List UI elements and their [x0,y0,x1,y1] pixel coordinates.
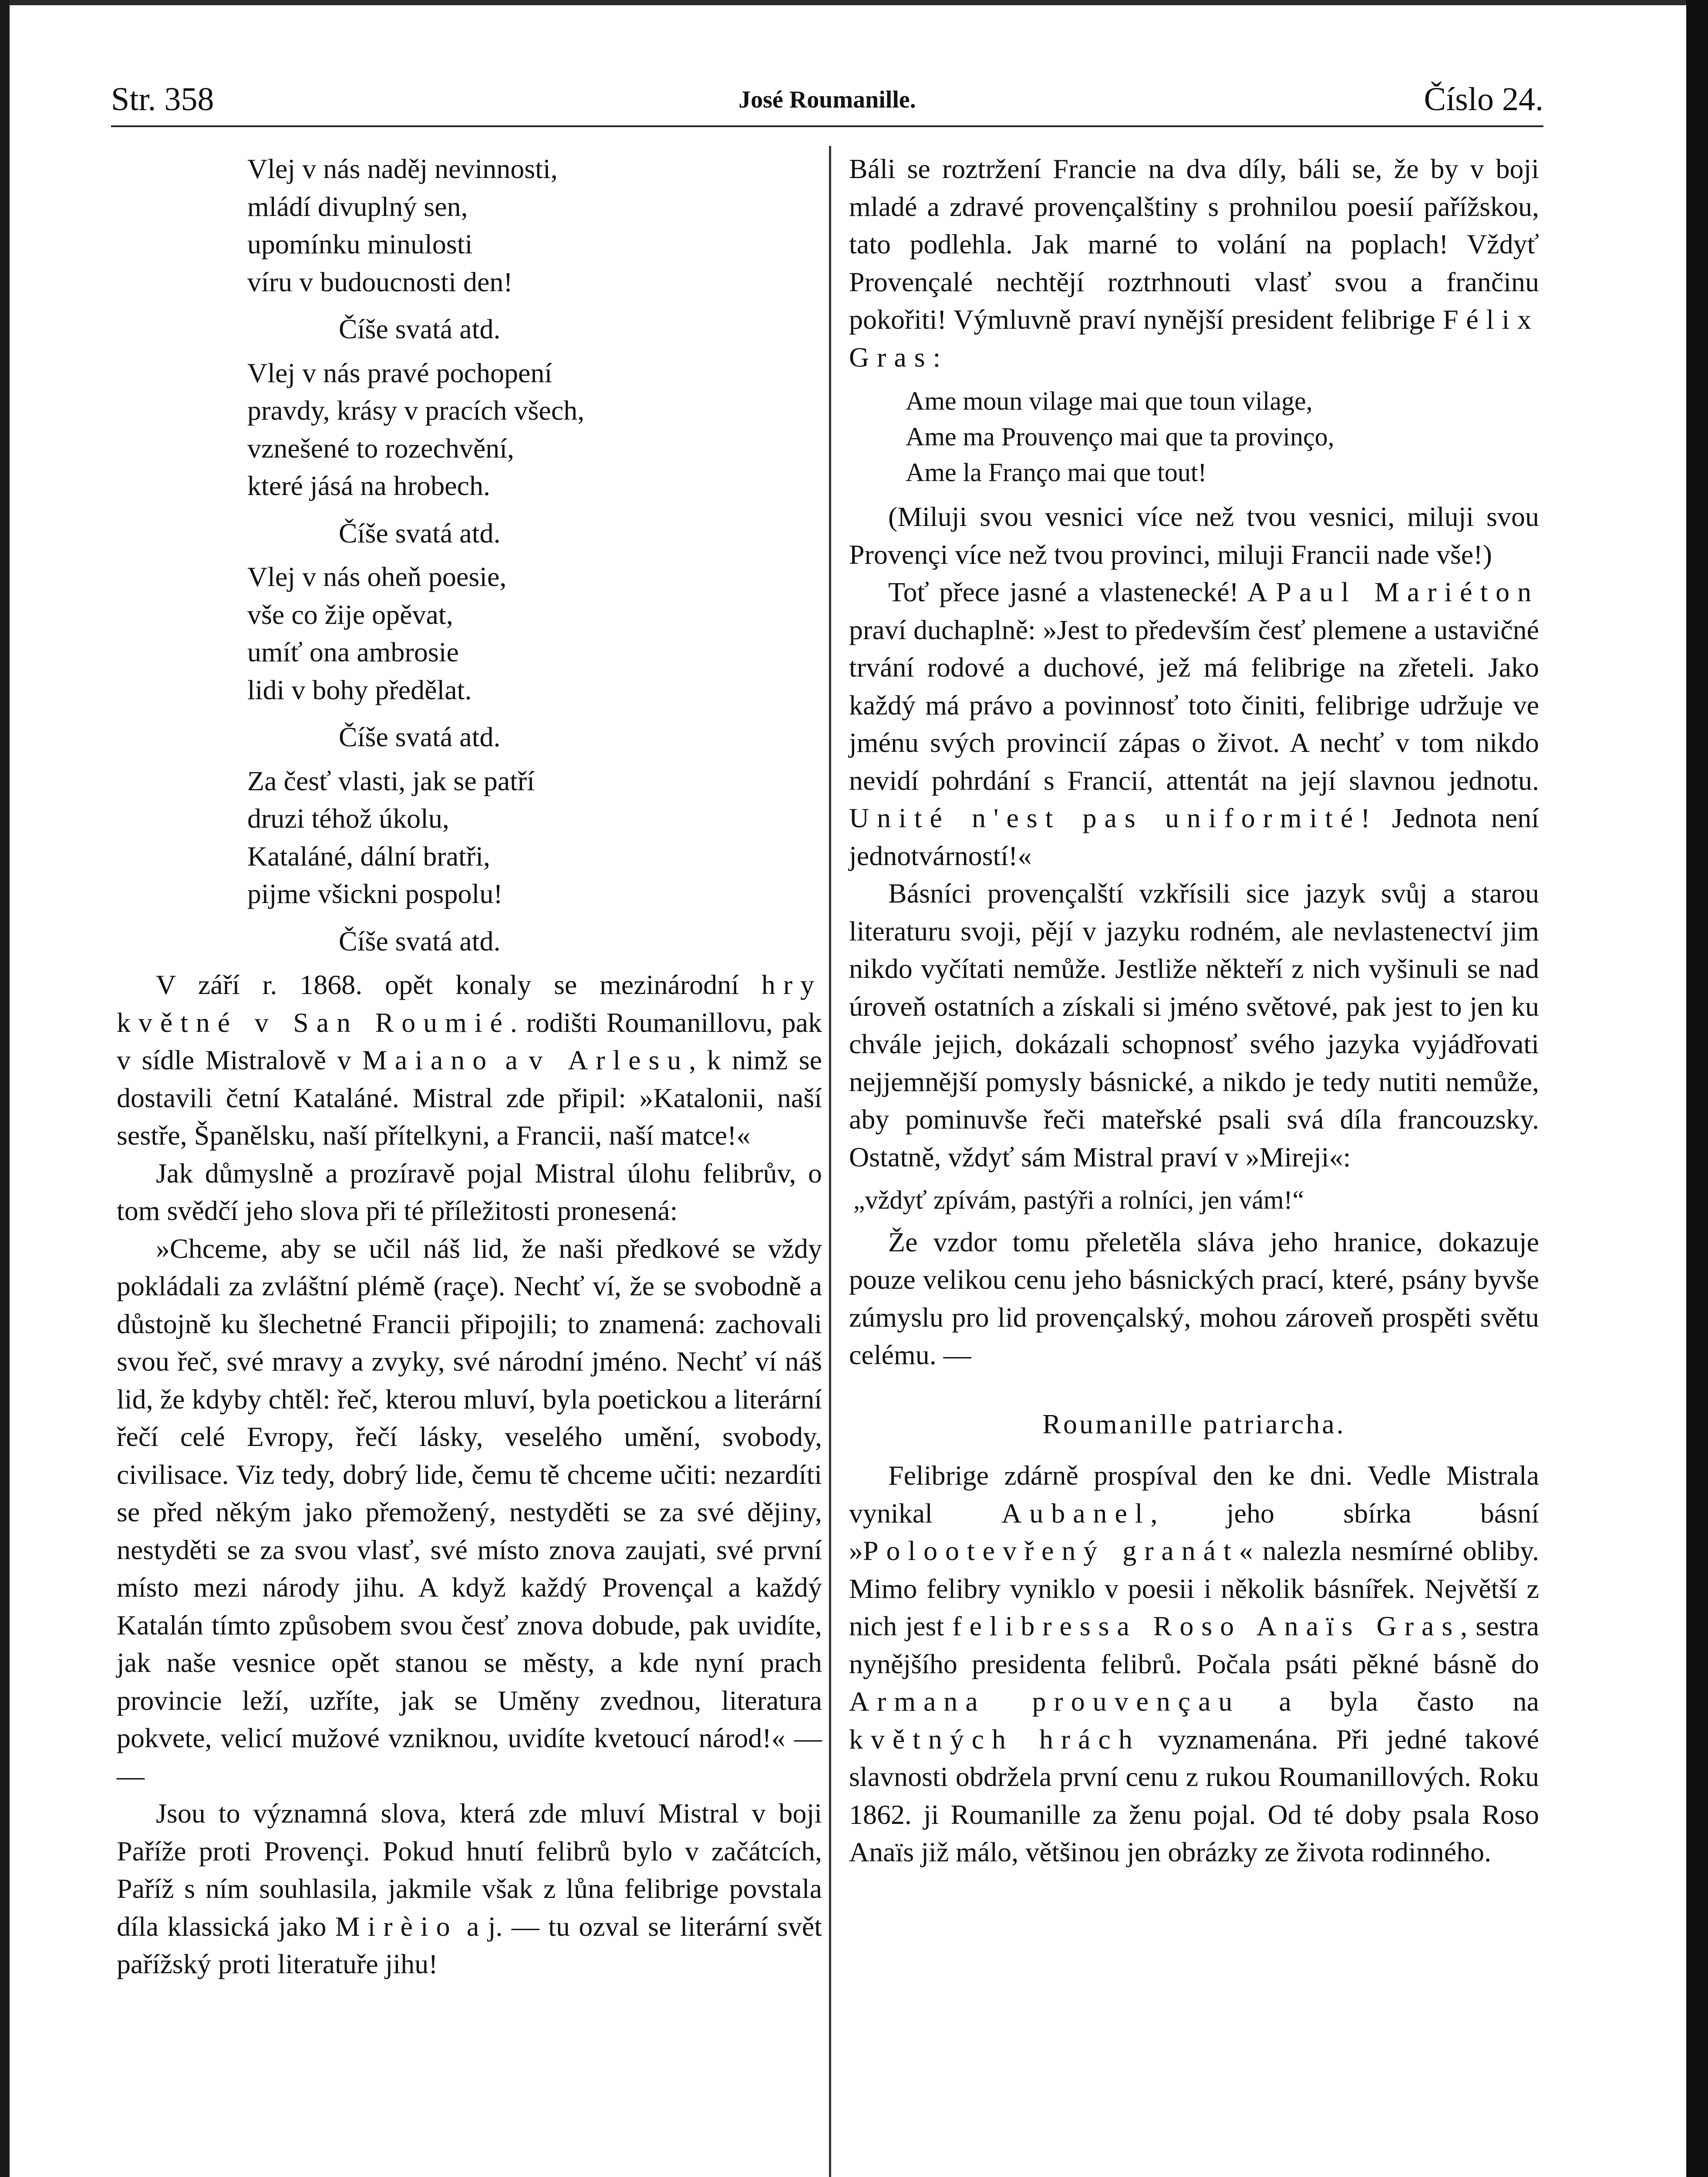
verse-line: upomínku minulosti [247,229,473,259]
verse-line: vše co žije opěvat, [247,599,453,630]
spaced-emphasis: Félix Gras [849,304,1539,373]
text-run: , k nimž se dostavili četní Kataláné. Mistral zde připil: »Katalonii, naší sestře, Španělsku, naší přítelkyni, a Francii, naší matce!« [117,1045,822,1151]
left-column [117,150,822,1983]
spaced-emphasis: květných hrách [849,1723,1140,1755]
spaced-emphasis: Mirèio [335,1911,458,1942]
scan-edge-right [1686,0,1708,2177]
text-run: vyznamenána. Při jedné takové slavnosti obdržela první cenu z rukou Roumanillových. Roku 1862. ji Roumanille za ženu pojal. Od té doby psala Roso Anaïs již málo, většinou jen obrázky ze života rodinného. [849,1723,1539,1867]
body-paragraph: Že vzdor tomu přeletěla sláva jeho hranice, dokazuje pouze velikou cenu jeho básnických prací, které, psány byvše zúmyslu pro lid provençalský, mohou zároveň prospěti světu celému. — [849,1226,1539,1370]
spaced-emphasis: hry květné v San Roumié [117,969,822,1038]
section-heading: Roumanille patriarcha. [1042,1408,1346,1439]
header-rule [111,125,1543,127]
poem [117,354,822,505]
spaced-emphasis: v Arlesu [529,1045,689,1075]
verse-line: pravdy, krásy v pracích všech, [247,395,585,426]
poem-refrain: Číše svatá atd. [339,313,501,344]
poem-refrain: Číše svatá atd. [339,517,501,549]
poem [117,150,822,301]
verse-line: Ame la Franço mai que tout! [906,458,1207,487]
body-paragraph [849,1457,1539,1871]
spaced-emphasis: felibressa Roso Anaïs Gras [952,1611,1461,1641]
spaced-emphasis: Armana prouvençau [849,1686,1240,1717]
translation-paragraph: (Miluji svou vesnici více než tvou vesnici, miluji svou Provençi více než tvou provinci, miluji Francii nade vše!) [849,501,1539,570]
poem-refrain: Číše svatá atd. [339,925,501,957]
body-paragraph: Básníci provençalští vzkřísili sice jazyk svůj a starou literaturu svoji, pějí v jazyku rodném, ale nevlastenectví jim nikdo vyčítati nemůže. Jestliže někteří z nich vyšinuli se nad úroveň ostatních a získali si jméno světové, pak jest to jen ku chvále jejich, dokázali schopnosť svého jazyka vyjádřovati nejjemnější pomysly básnické, a nikdo je tedy nutiti nemůže, aby pominuvše řeči mateřské psali svá díla francouzsky. Ostatně, vždyť sám Mistral praví v »Mireji«: [849,878,1539,1173]
poem-stanza [247,558,822,709]
quoted-speech: »Chceme, aby se učil náš lid, že naši předkové se vždy pokládali za zvláštní plémě (rаçe). Nechť ví, že se svobodně a důstojně ku šlechetné Francii připojili; to znamená: zachovali svou řeč, své mravy a zvyky, své národní jméno. Nechť ví náš lid, že kdyby chtěl: řeč, kterou mluví, byla poetickou a literární řečí celé Evropy, řečí lásky, veselého umění, svobody, civilisace. Viz tedy, dobrý lide, čemu tě chceme učiti: nezardíti se před někým jako přemožený, nestyděti se za své dějiny, nestyděti se za svou vlasť, své místo znova zaujati, své první místo mezi národy jihu. A když každý Provençal a každý Katalán tímto způsobem svou česť znova dobude, pak uvidíte, jak naše vesnice opět stanou se městy, a kde nyní prach provincie leží, uzříte, jak se Uměny zvednou, literatura pokvete, velicí mužové vzniknou, uvidíte kvetoucí národ!« — — [117,1233,822,1791]
verse-line: víru v budoucnosti den! [247,266,513,297]
issue-number: Číslo 24. [1424,81,1543,118]
scan-edge-top [0,0,1708,5]
page-header [111,76,1543,124]
spaced-emphasis: Polootevřený granát [863,1535,1239,1566]
spaced-emphasis: Maiano [362,1045,495,1075]
poem [117,558,822,709]
column-divider [829,146,831,2177]
text-run: Jsou to významná slova, která zde mluví Mistral v boji Paříže proti Provençi. Pokud hnutí felibrů bylo v začátcích, Paříž s ním souhlasila, jakmile však z lůna felibrige povstala díla klassická jako [117,1798,822,1942]
text-run: a byla často na [1240,1686,1540,1717]
verse-line: mládí divuplný sen, [247,191,468,222]
text-run: Jednota není jednotvárností!« [849,802,1539,871]
running-title: José Roumanille. [738,86,916,113]
text-run: , jeho sbírka básní » [849,1497,1540,1566]
text-run: a [494,1045,529,1075]
body-paragraph [117,966,822,1155]
text-run: Felibrige zdárně prospíval den ke dni. Vedle Mistrala vynikal [849,1460,1539,1529]
text-run: Báli se roztržení Francie na dva díly, báli se, že by v boji mladé a zdravé provençalštiny s prohnilou poesií pařížskou, tato podlehla. Jak marné to volání na poplach! Vždyť Provençalé nechtějí roztrhnouti vlasť svou a frančinu pokořiti! Výmluvně praví nynější president felibrige [849,153,1539,335]
text-run: V září r. 1868. opět konaly se mezinárodní [156,969,761,1000]
poem [117,762,822,913]
poem-stanza [247,354,822,505]
poem-refrain: Číše svatá atd. [339,721,501,752]
spaced-emphasis: Paul Mariéton [1276,576,1540,607]
verse-line: Vlej v nás pravé pochopení [247,357,552,388]
verse-line: Vlej v nás oheň poesie, [247,561,507,592]
text-run: Toť přece jasné a vlastenecké! A [888,576,1276,607]
text-run: . rodišti Roumanillovu, pak v sídle Mistralově v [117,1007,822,1075]
verse-line: Za česť vlasti, jak se patří [247,765,535,796]
body-paragraph [849,573,1539,875]
text-run: a j. — tu ozval se literární svět pařížský proti literatuře jihu! [117,1911,822,1979]
verse-line: vznešené to rozechvění, [247,432,515,464]
verse-line: lidi v bohy předělat. [247,674,472,705]
body-paragraph [117,1795,822,1983]
text-run: : [933,341,941,373]
poem-stanza [247,150,822,301]
verse-line: Ame ma Prouvenço mai que ta provinço, [906,422,1334,451]
scan-edge-left [0,0,10,2177]
verse-line: Vlej v nás naděj nevinnosti, [247,153,558,184]
poem-stanza [247,762,822,913]
text-run: , sestra nynějšího presidenta felibrů. Počala psáti pěkné básně do [849,1611,1540,1679]
verse-line: Ame moun vilage mai que toun vilage, [906,387,1313,415]
verse-line: umíť ona ambrosie [247,637,459,667]
spaced-emphasis: Aubanel [1001,1497,1151,1529]
body-paragraph: Jak důmyslně a prozíravě pojal Mistral úlohu felibrův, o tom svědčí jeho slova při té příležitosti pronesená: [117,1157,822,1226]
page-number: Str. 358 [111,81,214,118]
spaced-emphasis: Unité n'est pas uniformité! [849,802,1378,833]
verse-line: druzi téhož úkolu, [247,803,449,834]
body-paragraph [849,150,1539,376]
verse-line: které jásá na hrobech. [247,470,490,501]
provencal-verse [849,383,1539,490]
text-run: « nalezla nesmírné obliby. Mimo felibry vyniklo v poesii i několik básnířek. Největší z nich jest [849,1535,1539,1641]
right-column [849,150,1539,1871]
text-run: praví duchaplně: »Jest to především česť plemene a ustavičné trvání rodové a duchové, jež má felibrige na zřeteli. Jako každý má právo a povinnosť toto činiti, felibrige udržuje ve jménu svých provincií zápas o život. A nechť v tom nikdo nevidí pohrdání s Francií, attentát na její slavnou jednotu. [849,614,1539,796]
verse-line: pijme všickni pospolu! [247,878,503,909]
verse-line: Kataláné, dální bratři, [247,840,490,872]
mireio-quote: „vždyť zpívám, pastýři a rolníci, jen vám!“ [853,1186,1304,1214]
